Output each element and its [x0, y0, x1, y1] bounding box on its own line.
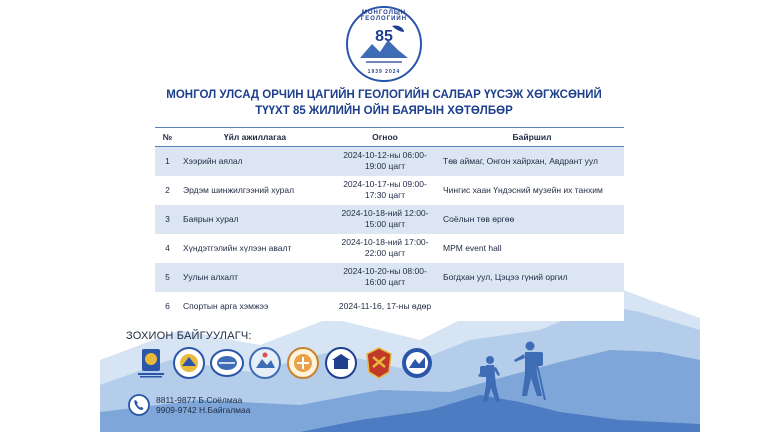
cell-date: 2024-10-18-ний 17:00-22:00 цагт — [330, 234, 440, 263]
org-logo-ministry — [134, 346, 168, 380]
logo-number: 85 — [375, 28, 393, 45]
org-logo-association — [210, 346, 244, 380]
table-row — [155, 205, 624, 234]
cell-location: Чингис хаан Үндэсний музейн их танхим — [440, 176, 624, 205]
cell-activity: Эрдэм шинжилгээний хурал — [180, 176, 330, 205]
cell-date: 2024-10-17-ны 09:00-17:30 цагт — [330, 176, 440, 205]
cell-activity: Баярын хурал — [180, 205, 330, 234]
cell-date: 2024-11-16, 17-ны өдөр — [330, 292, 440, 321]
page-title — [150, 87, 618, 119]
cell-num: 6 — [155, 292, 180, 321]
table-row — [155, 234, 624, 263]
cell-activity: Уулын алхалт — [180, 263, 330, 292]
phone-number-1: 8811-9877 Б.Соёлмаа — [156, 395, 243, 405]
table-row — [155, 292, 624, 321]
logo-arc-text: МОНГОЛЫН ГЕОЛОГИЙН — [360, 10, 408, 22]
cell-num: 3 — [155, 205, 180, 234]
hiker-right — [514, 342, 546, 401]
hiker-left — [478, 356, 500, 402]
cell-location: Соёлын төв өргөө — [440, 205, 624, 234]
cell-activity: Хээрийн аялал — [180, 147, 330, 176]
schedule-table — [155, 127, 624, 321]
org-logo-mining-emblem — [362, 346, 396, 380]
phone-list — [156, 395, 250, 415]
table-header-row — [155, 128, 624, 147]
table-row — [155, 176, 624, 205]
org-logo-geological-society — [172, 346, 206, 380]
cell-location: MPM event hall — [440, 234, 624, 263]
cell-location — [440, 292, 624, 321]
hikers-silhouette — [470, 330, 560, 430]
header-location: Байршил — [440, 128, 624, 147]
cell-num: 5 — [155, 263, 180, 292]
cell-num: 1 — [155, 147, 180, 176]
cell-date: 2024-10-20-ны 08:00-16:00 цагт — [330, 263, 440, 292]
org-logo-geology-union — [286, 346, 320, 380]
cell-date: 2024-10-18-ний 12:00-15:00 цагт — [330, 205, 440, 234]
phone-icon — [128, 394, 150, 416]
anniversary-logo — [346, 6, 422, 82]
table-row — [155, 147, 624, 176]
header-num: № — [155, 128, 180, 147]
cell-location: Төв аймаг, Онгон хайрхан, Авдрант уул — [440, 147, 624, 176]
cell-num: 4 — [155, 234, 180, 263]
org-logo-university — [324, 346, 358, 380]
phone-number-2: 9909-9742 Н.Байгалмаа — [156, 405, 251, 415]
organizers-title: ЗОХИОН БАЙГУУЛАГЧ: — [126, 330, 252, 342]
header-date: Огноо — [330, 128, 440, 147]
cell-location: Богдхан уул, Цэцээ гүний оргил — [440, 263, 624, 292]
cell-num: 2 — [155, 176, 180, 205]
logo-years: 1939 2024 — [367, 69, 401, 75]
org-logo-survey — [248, 346, 282, 380]
title-line-2: ТҮҮХТ 85 ЖИЛИЙН ОЙН БАЯРЫН ХӨТӨЛБӨР — [255, 105, 513, 117]
cell-activity: Спортын арга хэмжээ — [180, 292, 330, 321]
cell-activity: Хүндэтгэлийн хүлээн авалт — [180, 234, 330, 263]
org-logo-institute — [400, 346, 434, 380]
table-row — [155, 263, 624, 292]
header-activity: Үйл ажиллагаа — [180, 128, 330, 147]
title-line-1: МОНГОЛ УЛСАД ОРЧИН ЦАГИЙН ГЕОЛОГИЙН САЛБАР ҮҮСЭЖ ХӨГЖСӨНИЙ — [166, 89, 602, 101]
cell-date: 2024-10-12-ны 06:00-19:00 цагт — [330, 147, 440, 176]
